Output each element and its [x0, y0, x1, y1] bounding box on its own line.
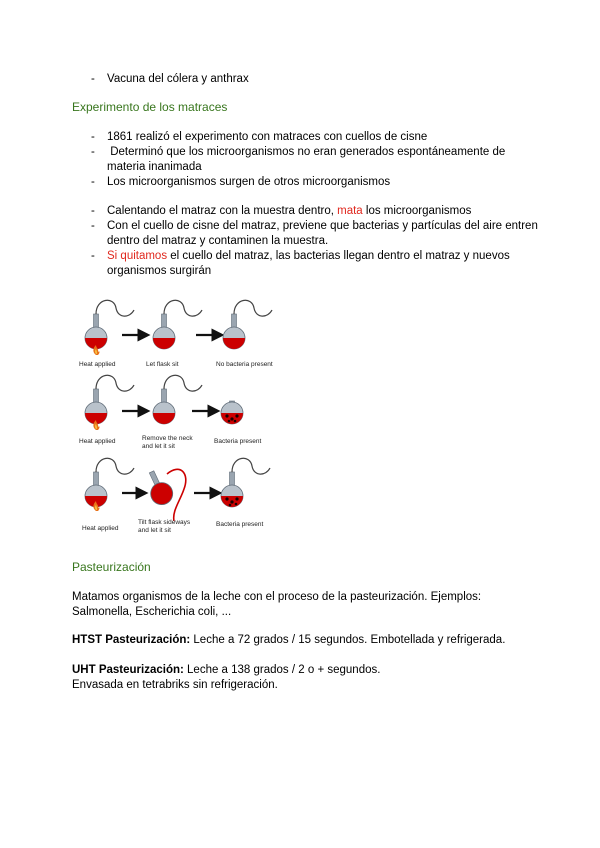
diagram-label: Bacteria present	[214, 438, 262, 445]
highlight-red: Si quitamos	[107, 250, 168, 262]
bullet-dash: -	[91, 131, 95, 143]
bullet-dash: -	[91, 205, 95, 217]
swan-neck-flask-diagram	[72, 293, 312, 539]
diagram-label: Remove the neck	[142, 435, 193, 442]
diagram-label: Heat applied	[79, 361, 116, 368]
row1-flask1	[85, 300, 134, 349]
bullet-text: Vacuna del cólera y anthrax	[107, 73, 249, 85]
bullet-text-continuation: materia inanimada	[107, 161, 202, 173]
row2-flask1	[85, 375, 134, 424]
uht-label: UHT Pasteurización:	[72, 664, 184, 676]
row1-flask3	[223, 300, 272, 349]
row3-flask3-bacteria	[221, 458, 270, 507]
diagram-label: and let it sit	[142, 443, 175, 450]
diagram-label: No bacteria present	[216, 361, 273, 368]
bullet-text: Determinó que los microorganismos no eran generados espontáneamente de	[107, 146, 506, 158]
paragraph-line: Salmonella, Escherichia coli, ...	[72, 606, 232, 618]
bullet-text-continuation: organismos surgirán	[107, 265, 212, 277]
diagram-label: Bacteria present	[216, 521, 264, 528]
htst-label: HTST Pasteurización:	[72, 634, 191, 646]
text-run: Calentando el matraz con la muestra dentro,	[107, 205, 338, 217]
text-run: el cuello del matraz, las bacterias llegan dentro el matraz y nuevos	[167, 250, 510, 262]
row3-flask2-tilted	[142, 467, 177, 508]
bullet-text	[107, 249, 510, 264]
bullet-dash: -	[91, 220, 95, 232]
uht-text: Leche a 138 grados / 2 o + segundos.	[183, 664, 381, 676]
diagram-label: Heat applied	[82, 525, 119, 532]
bullet-text: 1861 realizó el experimento con matraces con cuellos de cisne	[107, 131, 428, 143]
bullet-text-continuation: dentro del matraz y contaminen la muestra.	[107, 235, 329, 247]
row3-flask1	[85, 458, 134, 507]
bullet-text: Con el cuello de cisne del matraz, previene que bacterias y partículas del aire entren	[107, 220, 538, 232]
diagram-label: Heat applied	[79, 438, 116, 445]
bullet-dash: -	[91, 73, 95, 85]
row2-flask2	[153, 375, 202, 424]
row2-flask3-bacteria	[221, 401, 243, 424]
row1-flask2	[153, 300, 202, 349]
bullet-text: Los microorganismos surgen de otros microorganismos	[107, 176, 391, 188]
bullet-dash: -	[91, 176, 95, 188]
section-heading-pasteurizacion: Pasteurización	[72, 560, 151, 574]
text-run: los microorganismos	[362, 205, 472, 217]
diagram-label: Let flask sit	[146, 361, 179, 368]
htst-paragraph	[72, 633, 505, 648]
uht-line2: Envasada en tetrabriks sin refrigeración.	[72, 679, 278, 691]
uht-paragraph	[72, 663, 380, 678]
bullet-dash: -	[91, 250, 95, 262]
highlight-red: mata	[337, 205, 363, 217]
htst-text: Leche a 72 grados / 15 segundos. Embotellada y refrigerada.	[190, 634, 506, 646]
bullet-dash: -	[91, 146, 95, 158]
diagram-label: Tilt flask sideways	[138, 519, 191, 526]
paragraph-line: Matamos organismos de la leche con el proceso de la pasteurización. Ejemplos:	[72, 591, 482, 603]
diagram-label: and let it sit	[138, 527, 171, 534]
bullet-text	[107, 204, 471, 219]
section-heading-matraces: Experimento de los matraces	[72, 100, 228, 114]
